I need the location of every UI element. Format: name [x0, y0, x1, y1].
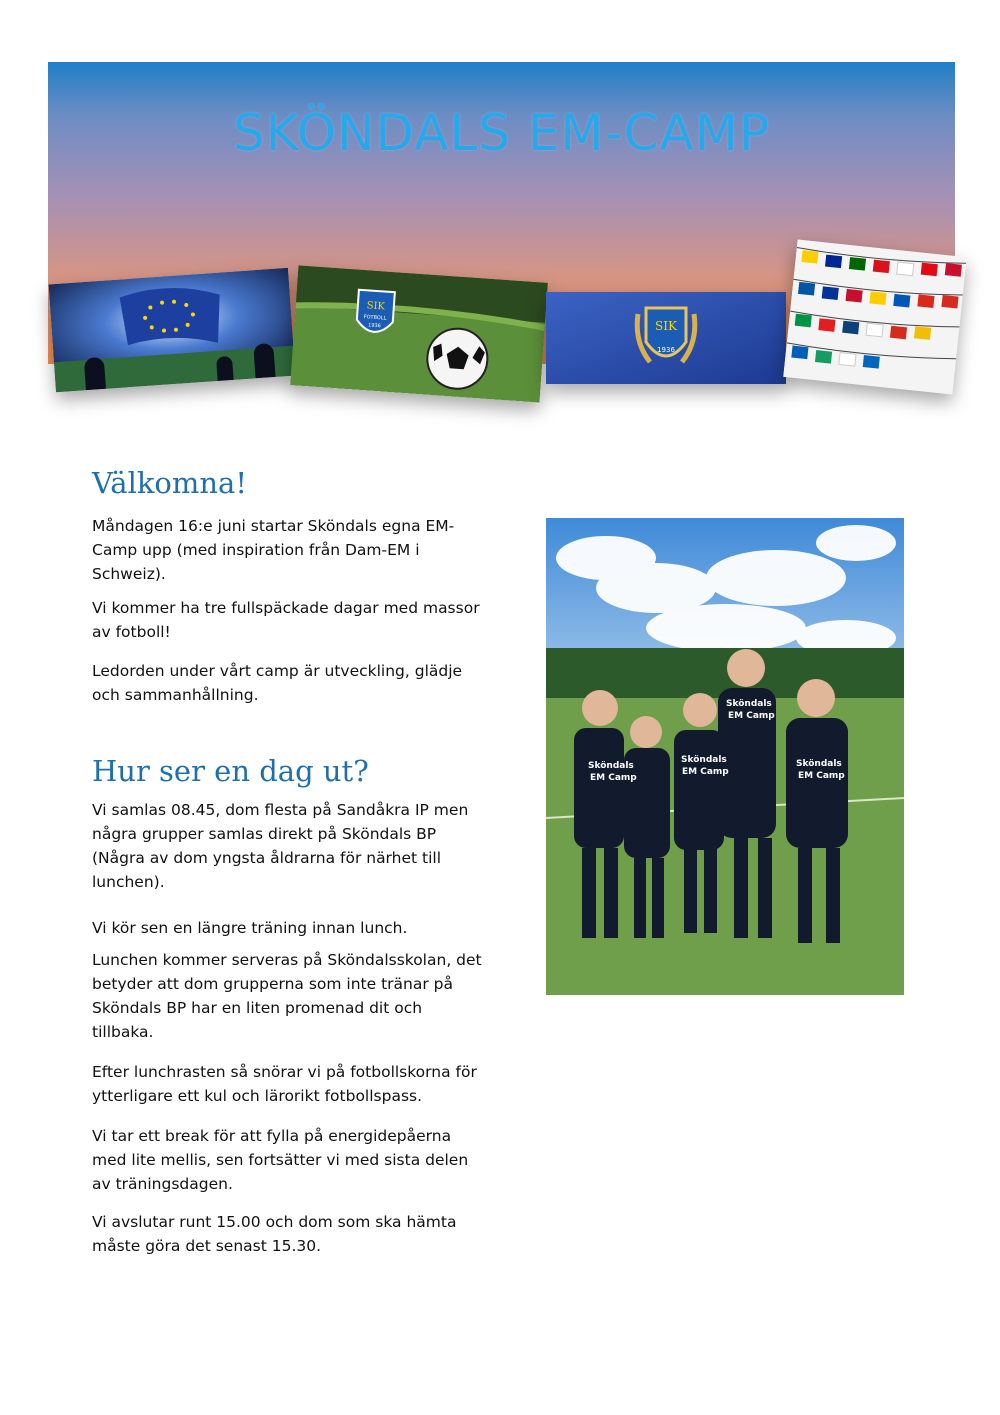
- shirt-text-7: Sköndals: [796, 759, 842, 769]
- day-heading: Hur ser en dag ut?: [92, 754, 369, 788]
- shirt-text-6: EM Camp: [728, 711, 775, 721]
- club-crest-photo: [546, 292, 786, 384]
- day-paragraph-3: Lunchen kommer serveras på Sköndalsskolan, det betyder att dom grupperna som inte tränar på Sköndals BP har en liten promenad dit och tillbaka.: [92, 951, 482, 1041]
- logo-club-text: SIK: [366, 300, 386, 313]
- day-paragraph-2: Vi kör sen en längre träning innan lunch.: [92, 919, 408, 937]
- welcome-heading: Välkomna!: [92, 466, 247, 500]
- shirt-text-8: EM Camp: [798, 771, 845, 781]
- crest-year-text: 1936: [657, 346, 675, 354]
- shirt-text-1: Sköndals: [588, 761, 634, 771]
- welcome-paragraph-2: Vi kommer ha tre fullspäckade dagar med massor av fotboll!: [92, 599, 480, 641]
- shirt-text-3: Sköndals: [681, 755, 727, 765]
- crest-club-text: SIK: [655, 319, 677, 333]
- welcome-paragraph-1: Måndagen 16:e juni startar Sköndals egna EM-Camp upp (med inspiration från Dam-EM i Schweiz).: [92, 517, 455, 583]
- day-paragraph-4: Efter lunchrasten så snörar vi på fotbollskorna för ytterligare ett kul och lärorikt fotbollspass.: [92, 1063, 477, 1105]
- shirt-text-4: EM Camp: [682, 767, 729, 777]
- sik-crest-icon: [637, 308, 695, 362]
- day-paragraph-6: Vi avslutar runt 15.00 och dom som ska hämta måste göra det senast 15.30.: [92, 1213, 457, 1255]
- football-photo: [290, 265, 548, 402]
- shirt-text-5: Sköndals: [726, 699, 772, 709]
- team-photo: [546, 518, 904, 995]
- day-paragraph-1: Vi samlas 08.45, dom flesta på Sandåkra IP men några grupper samlas direkt på Sköndals BP (Några av dom yngsta åldrarna för närhet till lunchen).: [92, 801, 469, 891]
- stadium-photo: [49, 268, 296, 392]
- banner-title: SKÖNDALS EM-CAMP: [232, 104, 771, 162]
- logo-sport-text: FOTBOLL: [363, 314, 387, 322]
- day-paragraph-5: Vi tar ett break för att fylla på energidepåerna med lite mellis, sen fortsätter vi med sista delen av träningsdagen.: [92, 1127, 469, 1193]
- shirt-text-2: EM Camp: [590, 773, 637, 783]
- welcome-paragraph-3: Ledorden under vårt camp är utveckling, glädje och sammanhållning.: [92, 662, 463, 704]
- logo-year-text: 1936: [367, 322, 382, 330]
- flags-photo: [783, 239, 966, 394]
- club-logo-icon: [356, 290, 395, 333]
